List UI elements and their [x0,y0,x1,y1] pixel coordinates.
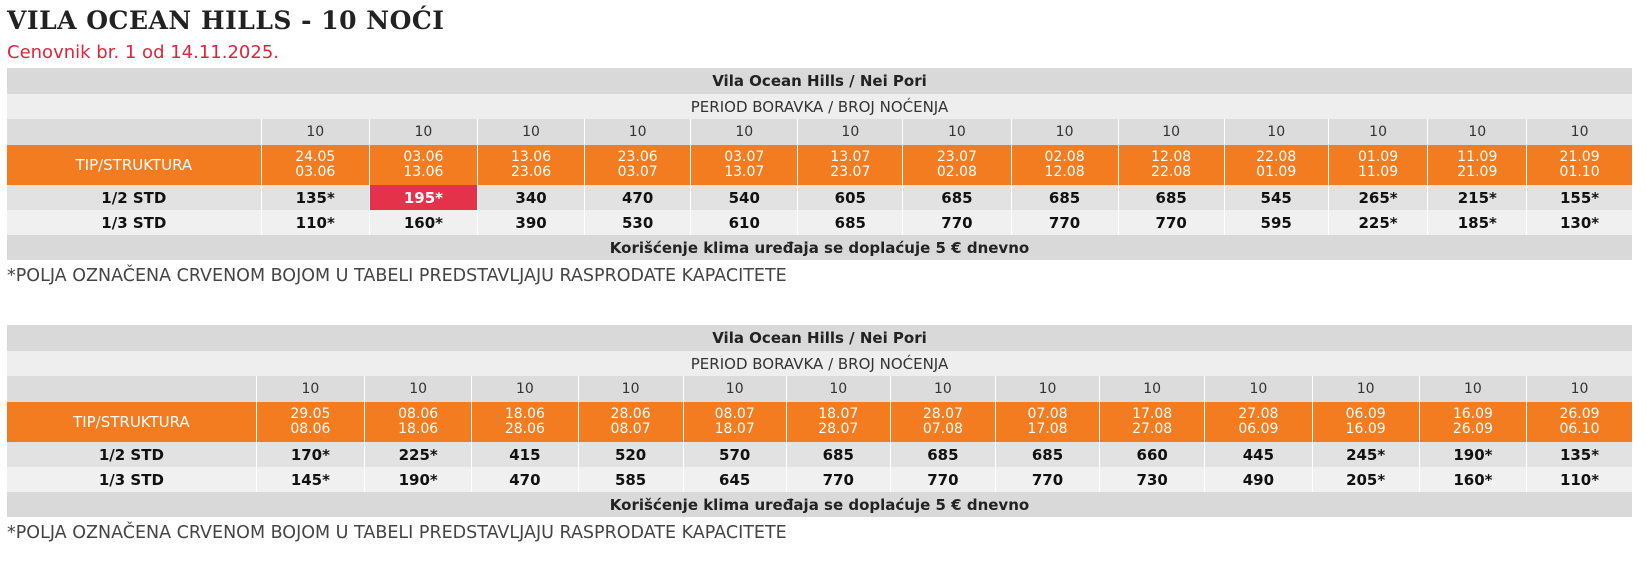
period-cell [1428,145,1527,185]
price-cell: 215* [1428,185,1527,210]
price-cell: 135* [1527,442,1632,467]
nights-cell: 10 [1224,119,1328,145]
price-cell: 170* [256,442,364,467]
price-cell: 685 [786,442,890,467]
price-cell: 340 [478,185,585,210]
price-cell: 185* [1428,210,1527,235]
period-to: 06.10 [1559,421,1600,437]
period-from: 28.07 [922,406,963,422]
price-cell: 770 [890,467,995,492]
nights-cell: 10 [1312,376,1419,402]
period-cell [691,145,798,185]
nights-cell: 10 [365,376,472,402]
period-to: 18.07 [714,421,755,437]
period-to: 07.08 [922,421,963,437]
price-cell: 770 [903,210,1011,235]
table-subheader: PERIOD BORAVKA / BROJ NOĆENJA [7,351,1632,376]
period-cell [1100,402,1205,442]
table-subheader: PERIOD BORAVKA / BROJ NOĆENJA [7,94,1632,119]
price-cell: 645 [683,467,786,492]
period-from: 06.09 [1345,406,1386,422]
sold-out-legend-note: *POLJA OZNAČENA CRVENOM BOJOM U TABELI PREDSTAVLJAJU RASPRODATE KAPACITETE [7,523,787,543]
period-cell [1224,145,1328,185]
table-footer-row [7,235,1632,260]
period-to: 03.06 [295,164,336,180]
price-cell: 545 [1224,185,1328,210]
table-row [7,442,1632,467]
price-cell: 685 [890,442,995,467]
period-from: 27.08 [1238,406,1279,422]
period-from: 29.05 [290,406,331,422]
period-to: 26.09 [1452,421,1493,437]
price-cell: 770 [995,467,1099,492]
period-to: 02.08 [936,164,977,180]
period-from: 22.08 [1256,149,1297,165]
nights-cell: 10 [1118,119,1224,145]
price-cell: 155* [1527,185,1632,210]
period-from: 03.07 [724,149,765,165]
period-to: 01.10 [1559,164,1600,180]
type-structure-header: TIP/STRUKTURA [7,402,256,442]
period-from: 24.05 [295,149,336,165]
price-cell: 390 [478,210,585,235]
price-cell: 445 [1205,442,1312,467]
period-from: 13.07 [830,149,871,165]
period-cell [995,402,1099,442]
price-cell: 540 [691,185,798,210]
period-cell [1118,145,1224,185]
price-cell: 145* [256,467,364,492]
price-cell: 265* [1328,185,1428,210]
nights-row-label [7,376,256,402]
nights-cell: 10 [256,376,364,402]
period-from: 01.09 [1358,149,1399,165]
period-to: 13.06 [403,164,444,180]
period-cell [585,145,691,185]
nights-cell: 10 [261,119,369,145]
price-cell: 160* [1419,467,1526,492]
price-cell: 190* [1419,442,1526,467]
price-cell: 190* [365,467,472,492]
price-cell: 130* [1527,210,1632,235]
table-subheader-row [7,351,1632,376]
nights-cell: 10 [691,119,798,145]
price-cell: 595 [1224,210,1328,235]
period-cell [890,402,995,442]
nights-row-label [7,119,261,145]
price-cell: 610 [691,210,798,235]
price-cell: 770 [786,467,890,492]
nights-cell: 10 [1419,376,1526,402]
period-to: 12.08 [1044,164,1085,180]
price-cell: 770 [1118,210,1224,235]
air-conditioning-note: Korišćenje klima uređaja se doplaćuje 5 € dnevno [7,235,1632,260]
price-cell: 685 [903,185,1011,210]
nights-cell: 10 [1328,119,1428,145]
period-from: 08.06 [398,406,439,422]
table-header: Vila Ocean Hills / Nei Pori [7,68,1632,94]
period-cell [1328,145,1428,185]
nights-cell: 10 [798,119,903,145]
periods-row [7,402,1632,442]
nights-cell: 10 [1011,119,1118,145]
period-to: 11.09 [1358,164,1399,180]
price-cell: 205* [1312,467,1419,492]
period-to: 13.07 [724,164,765,180]
nights-cell: 10 [995,376,1099,402]
table-spacer [7,290,1646,325]
period-cell [261,145,369,185]
table-row [7,210,1632,235]
nights-cell: 10 [1527,376,1632,402]
period-to: 22.08 [1151,164,1192,180]
table-row [7,467,1632,492]
room-type-cell: 1/2 STD [7,442,256,467]
nights-cell: 10 [890,376,995,402]
table-subheader-row [7,94,1632,119]
price-cell: 520 [578,442,683,467]
period-to: 23.07 [830,164,871,180]
period-from: 17.08 [1132,406,1173,422]
period-to: 23.06 [511,164,552,180]
period-from: 18.06 [504,406,545,422]
price-cell: 245* [1312,442,1419,467]
price-cell: 490 [1205,467,1312,492]
period-from: 18.07 [818,406,859,422]
nights-cell: 10 [1428,119,1527,145]
tables-container [7,68,1646,547]
nights-cell: 10 [1100,376,1205,402]
period-cell [683,402,786,442]
price-cell: 685 [1011,185,1118,210]
price-cell: 770 [1011,210,1118,235]
periods-row [7,145,1632,185]
price-cell: 470 [585,185,691,210]
price-list-subtitle: Cenovnik br. 1 od 14.11.2025. [7,42,280,63]
period-to: 03.07 [617,164,658,180]
table-row [7,185,1632,210]
nights-cell: 10 [1527,119,1632,145]
price-cell: 415 [472,442,578,467]
price-cell: 110* [1527,467,1632,492]
nights-row [7,119,1632,145]
price-cell: 685 [1118,185,1224,210]
price-table [7,325,1632,517]
nights-cell: 10 [786,376,890,402]
nights-cell: 10 [369,119,477,145]
period-cell [1527,145,1632,185]
period-cell [365,402,472,442]
table-header-row [7,68,1632,94]
period-to: 06.09 [1238,421,1279,437]
nights-cell: 10 [472,376,578,402]
period-from: 12.08 [1151,149,1192,165]
period-from: 08.07 [714,406,755,422]
period-cell [256,402,364,442]
period-cell [1527,402,1632,442]
period-cell [1419,402,1526,442]
room-type-cell: 1/2 STD [7,185,261,210]
nights-cell: 10 [478,119,585,145]
room-type-cell: 1/3 STD [7,467,256,492]
nights-cell: 10 [1205,376,1312,402]
price-cell-sold-out: 195* [369,185,477,210]
period-from: 11.09 [1457,149,1498,165]
air-conditioning-note: Korišćenje klima uređaja se doplaćuje 5 € dnevno [7,492,1632,517]
period-to: 28.06 [504,421,545,437]
table-footer-row [7,492,1632,517]
period-to: 17.08 [1027,421,1068,437]
price-table [7,68,1632,260]
period-from: 03.06 [403,149,444,165]
period-cell [578,402,683,442]
price-cell: 585 [578,467,683,492]
price-cell: 660 [1100,442,1205,467]
price-cell: 605 [798,185,903,210]
period-from: 21.09 [1559,149,1600,165]
period-from: 16.09 [1452,406,1493,422]
period-to: 27.08 [1132,421,1173,437]
period-from: 02.08 [1044,149,1085,165]
period-from: 07.08 [1027,406,1068,422]
nights-row [7,376,1632,402]
sold-out-legend-note: *POLJA OZNAČENA CRVENOM BOJOM U TABELI PREDSTAVLJAJU RASPRODATE KAPACITETE [7,266,787,286]
price-cell: 685 [798,210,903,235]
period-to: 21.09 [1457,164,1498,180]
period-cell [472,402,578,442]
period-cell [798,145,903,185]
page-title: VILA OCEAN HILLS - 10 NOĆI [7,6,445,35]
period-cell [1205,402,1312,442]
price-cell: 730 [1100,467,1205,492]
period-from: 28.06 [610,406,651,422]
price-cell: 225* [1328,210,1428,235]
price-cell: 110* [261,210,369,235]
period-to: 01.09 [1256,164,1297,180]
period-cell [1011,145,1118,185]
period-from: 26.09 [1559,406,1600,422]
table-header: Vila Ocean Hills / Nei Pori [7,325,1632,351]
price-cell: 225* [365,442,472,467]
nights-cell: 10 [585,119,691,145]
price-cell: 470 [472,467,578,492]
period-cell [478,145,585,185]
period-from: 13.06 [511,149,552,165]
price-cell: 135* [261,185,369,210]
nights-cell: 10 [578,376,683,402]
price-cell: 160* [369,210,477,235]
period-to: 28.07 [818,421,859,437]
room-type-cell: 1/3 STD [7,210,261,235]
period-from: 23.06 [617,149,658,165]
period-cell [369,145,477,185]
price-cell: 685 [995,442,1099,467]
period-to: 16.09 [1345,421,1386,437]
price-cell: 530 [585,210,691,235]
period-cell [786,402,890,442]
type-structure-header: TIP/STRUKTURA [7,145,261,185]
period-to: 08.06 [290,421,331,437]
nights-cell: 10 [903,119,1011,145]
price-cell: 570 [683,442,786,467]
period-to: 08.07 [610,421,651,437]
period-cell [903,145,1011,185]
table-header-row [7,325,1632,351]
period-from: 23.07 [936,149,977,165]
period-to: 18.06 [398,421,439,437]
nights-cell: 10 [683,376,786,402]
period-cell [1312,402,1419,442]
